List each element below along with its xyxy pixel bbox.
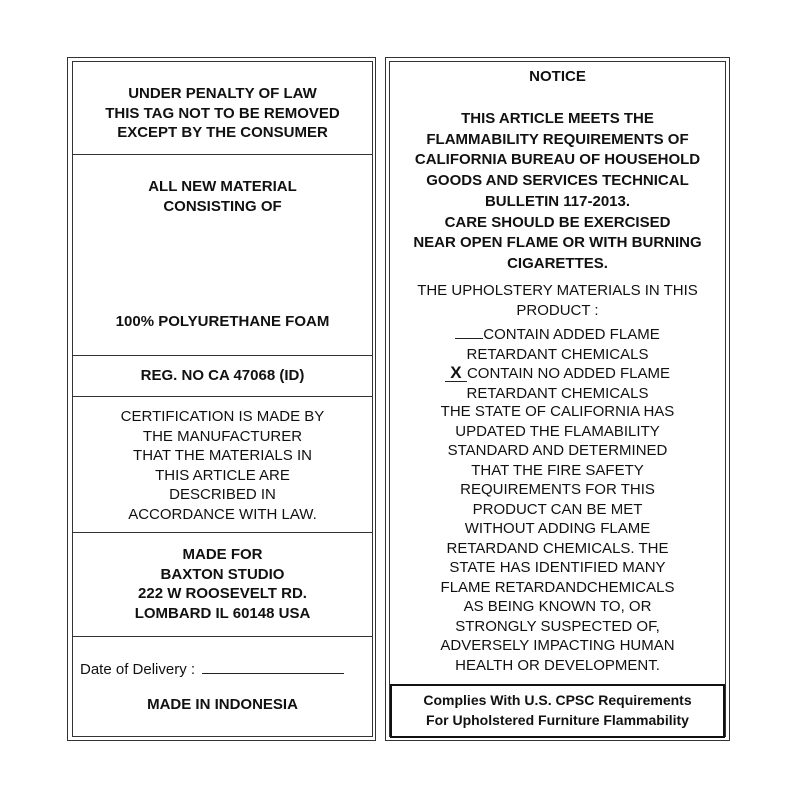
option-added-label: CONTAIN ADDED FLAME <box>483 326 660 343</box>
made-for-line: 222 W ROOSEVELT RD. <box>138 585 307 602</box>
upholstery-line: PRODUCT : <box>516 301 599 319</box>
state-line: FLAME RETARDANDCHEMICALS <box>440 578 675 596</box>
certification-line: ACCORDANCE WITH LAW. <box>128 505 317 523</box>
state-line: PRODUCT CAN BE MET <box>472 500 643 518</box>
state-line: STANDARD AND DETERMINED <box>447 442 668 459</box>
state-line: STATE HAS IDENTIFIED MANY <box>449 559 666 576</box>
state-line: RETARDAND CHEMICALS. THE <box>446 539 669 557</box>
option-no-added-label-cont: RETARDANT CHEMICALS <box>466 384 649 402</box>
notice-title: NOTICE <box>529 68 586 85</box>
law-warning-section <box>73 62 372 155</box>
option-no-added-checkbox-mark[interactable]: X <box>445 365 467 382</box>
made-for-line: MADE FOR <box>182 546 263 563</box>
made-for-section <box>73 533 372 637</box>
cpsc-line: For Upholstered Furniture Flammability <box>426 711 689 728</box>
material-content: 100% POLYURETHANE FOAM <box>115 313 330 330</box>
notice-line: GOODS AND SERVICES TECHNICAL <box>426 172 689 190</box>
state-line: THE STATE OF CALIFORNIA HAS <box>440 403 675 420</box>
notice-line: CIGARETTES. <box>507 254 608 272</box>
option-no-added-flame <box>390 364 725 384</box>
option-no-added-label: CONTAIN NO ADDED FLAME <box>466 365 671 382</box>
state-line: HEALTH OR DEVELOPMENT. <box>455 656 660 674</box>
flame-retardant-options <box>390 324 725 403</box>
state-line: ADVERSELY IMPACTING HUMAN <box>440 637 675 654</box>
state-line: AS BEING KNOWN TO, OR <box>463 598 652 615</box>
registration-section <box>73 356 372 397</box>
certification-line: THIS ARTICLE ARE <box>155 466 290 484</box>
upholstery-line: THE UPHOLSTERY MATERIALS IN THIS <box>417 282 698 299</box>
material-heading-line: CONSISTING OF <box>163 197 282 215</box>
material-heading-line: ALL NEW MATERIAL <box>148 178 297 195</box>
delivery-section <box>73 637 372 738</box>
notice-line: NEAR OPEN FLAME OR WITH BURNING <box>413 234 702 252</box>
law-warning-line: UNDER PENALTY OF LAW <box>128 85 317 102</box>
delivery-date-label: Date of Delivery : <box>80 661 196 678</box>
state-line: WITHOUT ADDING FLAME <box>464 520 651 537</box>
registration-number: REG. NO CA 47068 (ID) <box>140 367 305 384</box>
certification-line: THAT THE MATERIALS IN <box>133 447 312 464</box>
material-section <box>73 155 372 356</box>
upholstery-statement <box>390 281 725 320</box>
state-line: STRONGLY SUSPECTED OF, <box>455 617 660 635</box>
certification-line: CERTIFICATION IS MADE BY <box>120 408 325 425</box>
option-added-flame <box>390 324 725 345</box>
option-added-checkbox-blank[interactable] <box>455 324 483 339</box>
delivery-date-blank[interactable] <box>202 659 344 674</box>
certification-line: DESCRIBED IN <box>169 486 276 503</box>
state-line: THAT THE FIRE SAFETY <box>471 461 644 479</box>
cpsc-compliance-box <box>390 684 725 738</box>
state-statement <box>390 402 725 675</box>
law-warning-line: EXCEPT BY THE CONSUMER <box>117 124 328 141</box>
state-line: UPDATED THE FLAMABILITY <box>455 422 660 440</box>
left-tag <box>72 61 373 737</box>
made-for-line: LOMBARD IL 60148 USA <box>134 604 311 622</box>
notice-line: CALIFORNIA BUREAU OF HOUSEHOLD <box>414 151 701 169</box>
made-for-line: BAXTON STUDIO <box>160 565 285 583</box>
certification-line: THE MANUFACTURER <box>142 427 303 445</box>
notice-line: FLAMMABILITY REQUIREMENTS OF <box>426 130 689 148</box>
country-of-origin: MADE IN INDONESIA <box>147 696 298 713</box>
cpsc-line: Complies With U.S. CPSC Requirements <box>423 692 692 708</box>
notice-line: THIS ARTICLE MEETS THE <box>461 110 654 127</box>
state-line: REQUIREMENTS FOR THIS <box>460 481 655 498</box>
certification-section <box>73 397 372 533</box>
notice-body <box>390 109 725 275</box>
notice-line: CARE SHOULD BE EXERCISED <box>444 213 671 231</box>
notice-line: BULLETIN 117-2013. <box>484 192 631 210</box>
right-tag <box>389 61 726 737</box>
option-added-label-cont: RETARDANT CHEMICALS <box>466 345 649 363</box>
law-warning-line: THIS TAG NOT TO BE REMOVED <box>105 104 340 122</box>
delivery-date-row <box>80 659 344 678</box>
